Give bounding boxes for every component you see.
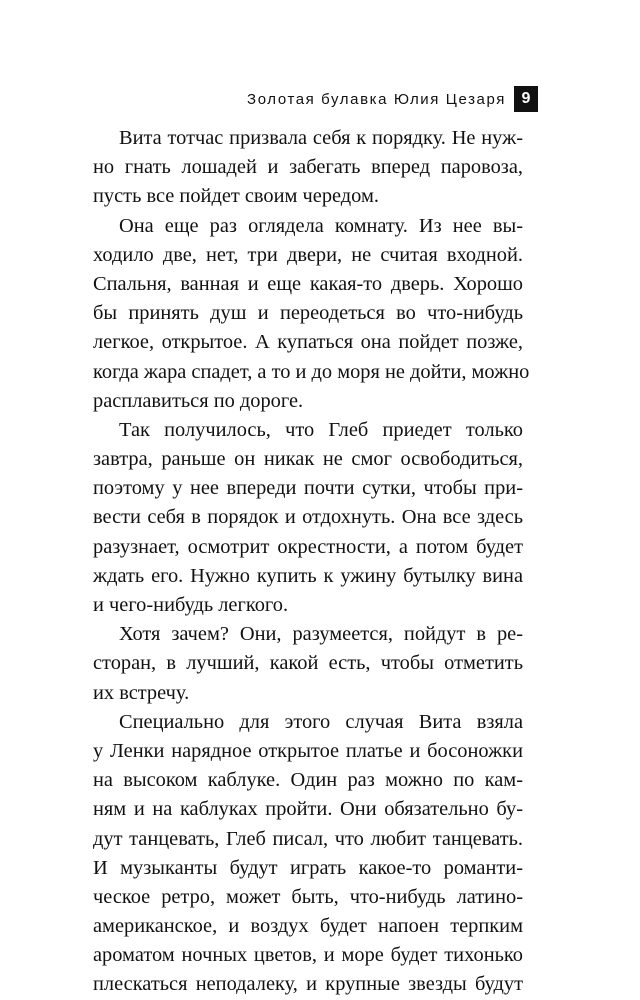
text-line: поэтому у нее впереди почти сутки, чтобы при- <box>93 477 523 500</box>
text-line: американское, и воздух будет напоен терпким <box>93 915 523 938</box>
text-line: но гнать лошадей и забегать вперед паровоза, <box>93 156 523 179</box>
text-line: когда жара спадет, а то и до моря не дойти, можно <box>93 360 530 383</box>
text-line: легкое, открытое. А купаться она пойдет позже, <box>93 331 523 354</box>
text-line: Спальня, ванная и еще какая-то дверь. Хорошо <box>93 272 523 295</box>
text-line: вести себя в порядок и отдохнуть. Она все здесь <box>93 506 523 529</box>
text-line: Хотя зачем? Они, разумеется, пойдут в ре- <box>119 623 523 646</box>
text-line: плескаться неподалеку, и крупные звезды будут <box>93 973 523 996</box>
text-line: Она еще раз оглядела комнату. Из нее вы- <box>119 214 523 237</box>
text-line: завтра, раньше он никак не смог освободиться, <box>93 448 523 471</box>
text-line: ням и на каблуках пройти. Они обязательно бу- <box>93 798 523 821</box>
text-line: ходило две, нет, три двери, не считая входной. <box>93 243 523 266</box>
text-line: ждать его. Нужно купить к ужину бутылку вина <box>93 564 523 587</box>
text-line: их встречу. <box>93 681 190 704</box>
text-line: ароматом ночных цветов, и море будет тихонько <box>93 944 523 967</box>
page-number: 9 <box>514 86 538 112</box>
text-line: И музыканты будут играть какое-то романти- <box>93 856 523 879</box>
page-header <box>247 86 538 112</box>
text-line: разузнает, осмотрит окрестности, а потом будет <box>93 535 523 558</box>
text-line: у Ленки нарядное открытое платье и босоножки <box>93 739 523 762</box>
text-line: пусть все пойдет своим чередом. <box>93 185 379 208</box>
text-line: бы принять душ и переодеться во что-нибудь <box>93 302 523 325</box>
text-line: ческое ретро, может быть, что-нибудь латино- <box>93 885 523 908</box>
text-line: дут танцевать, Глеб писал, что любит танцевать. <box>93 827 523 850</box>
text-line: расплавиться по дороге. <box>93 389 304 412</box>
text-line: Так получилось, что Глеб приедет только <box>119 418 523 441</box>
body-text <box>93 124 530 1000</box>
text-line: Специально для этого случая Вита взяла <box>119 710 523 733</box>
text-line: и чего-нибудь легкого. <box>93 594 289 616</box>
text-line: на высоком каблуке. Один раз можно по кам- <box>93 769 523 792</box>
text-line: Вита тотчас призвала себя к порядку. Не нуж- <box>119 127 523 149</box>
running-title: Золотая булавка Юлия Цезаря <box>247 90 506 108</box>
text-line: сторан, в лучший, какой есть, чтобы отметить <box>93 652 523 675</box>
